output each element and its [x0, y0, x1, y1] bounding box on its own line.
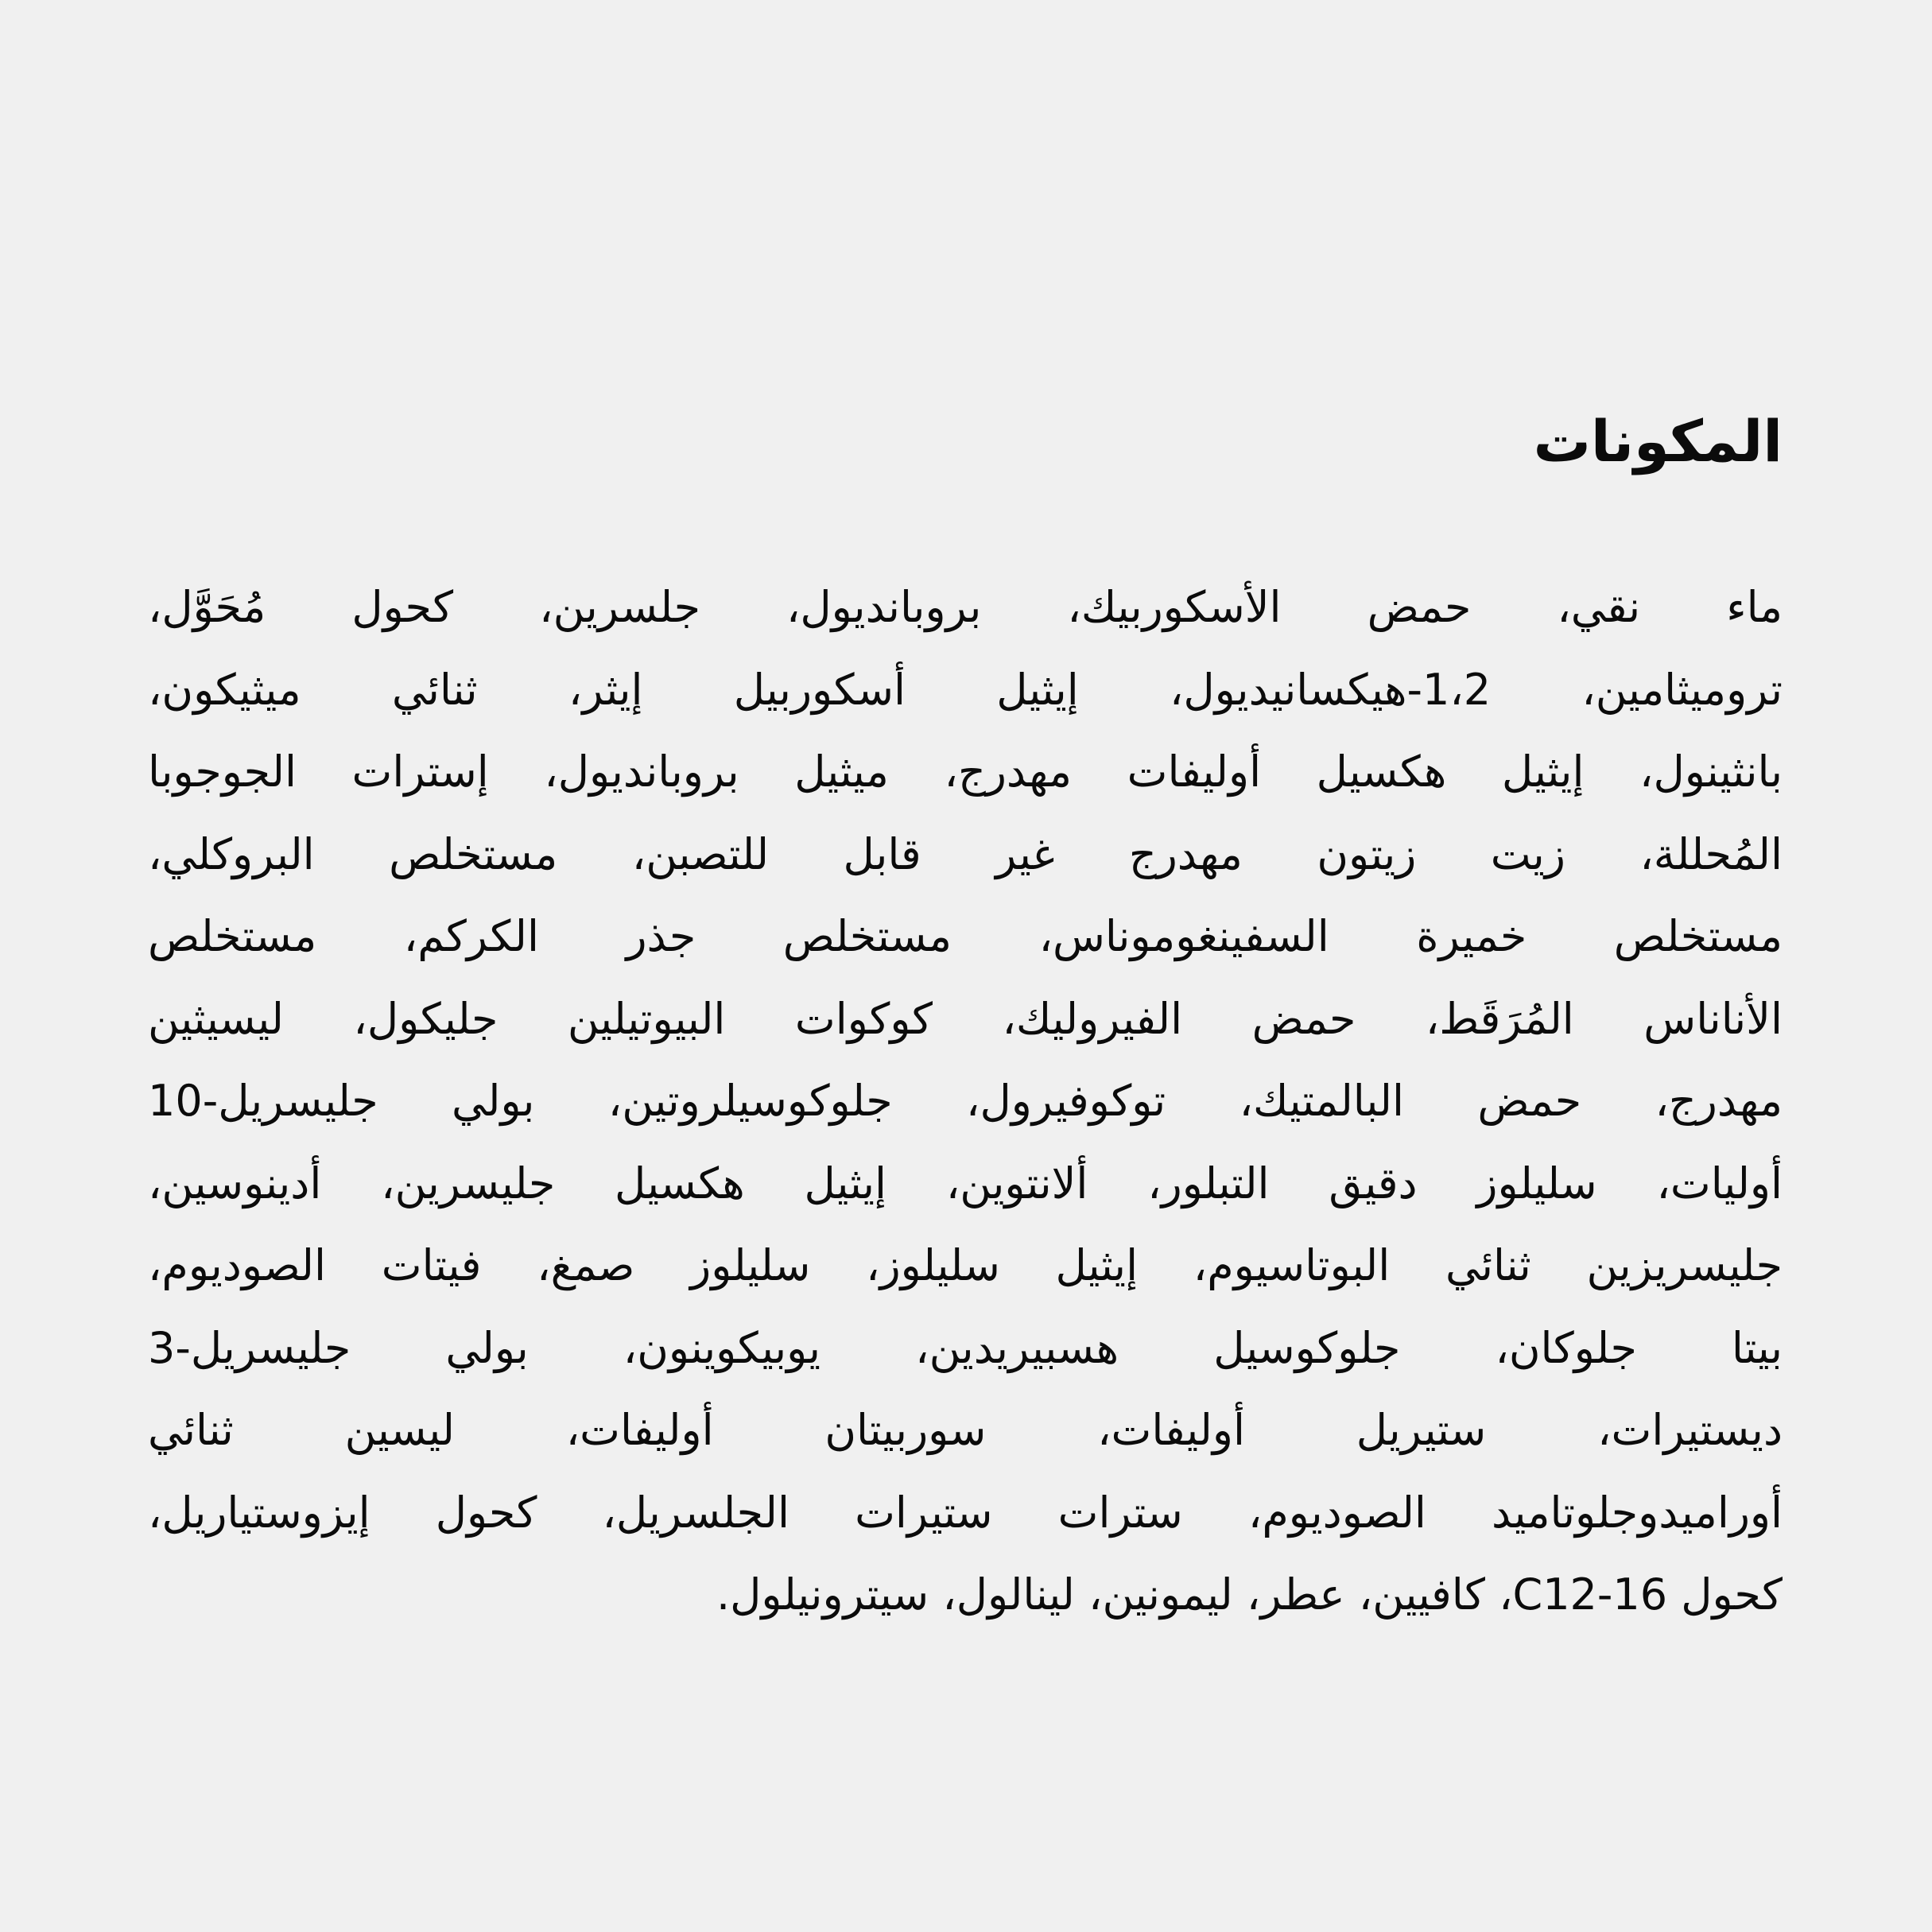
ingredients-line: الأناناس المُرَقَط، حمض الفيروليك، كوكوات البيوتيلين جليكول، ليسيثين [148, 993, 1783, 1044]
ingredients-line: جليسريزين ثنائي البوتاسيوم، إيثيل سليلوز، سليلوز صمغ، فيتات الصوديوم، [148, 1240, 1783, 1290]
ingredients-line: مهدرج، حمض البالمتيك، توكوفيرول، جلوكوسيلروتين، بولي جليسريل-10 [148, 1076, 1783, 1126]
ingredients-line: ترومیثامین، 1،2-هيكسانيديول، إيثيل أسكوربيل إيثر، ثنائي ميثيكون، [148, 664, 1783, 715]
ingredients-line: كحول C12-16، كافيين، عطر، ليمونين، لينالول، سيترونيلول. [716, 1569, 1783, 1620]
ingredients-line: المُحللة، زيت زيتون مهدرج غير قابل للتصبن، مستخلص البروكلي، [148, 828, 1783, 879]
ingredients-line: ماء نقي، حمض الأسكوربيك، بروبانديول، جلسرين، كحول مُحَوَّل، [148, 582, 1783, 632]
ingredients-line: مستخلص خميرة السفينغوموناس، مستخلص جذر الكركم، مستخلص [148, 911, 1783, 961]
ingredients-line: أوراميدوجلوتاميد الصوديوم، سترات ستيرات الجلسريل، كحول إيزوستياريل، [148, 1487, 1783, 1538]
ingredients-line: بيتا جلوكان، جلوكوسيل هسبيريدين، يوبيكوينون، بولي جليسريل-3 [148, 1322, 1783, 1373]
ingredients-line: ديستيرات، ستيريل أوليفات، سوربيتان أوليفات، ليسين ثنائي [148, 1405, 1783, 1455]
ingredients-line: أوليات، سليلوز دقيق التبلور، ألانتوين، إيثيل هكسيل جليسرين، أدينوسين، [148, 1158, 1783, 1208]
page-title: المكونات [1533, 408, 1783, 475]
ingredients-line: بانثينول، إيثيل هكسيل أوليفات مهدرج، ميثيل بروبانديول، إسترات الجوجوبا [148, 747, 1783, 797]
ingredients-text [148, 566, 1783, 1636]
